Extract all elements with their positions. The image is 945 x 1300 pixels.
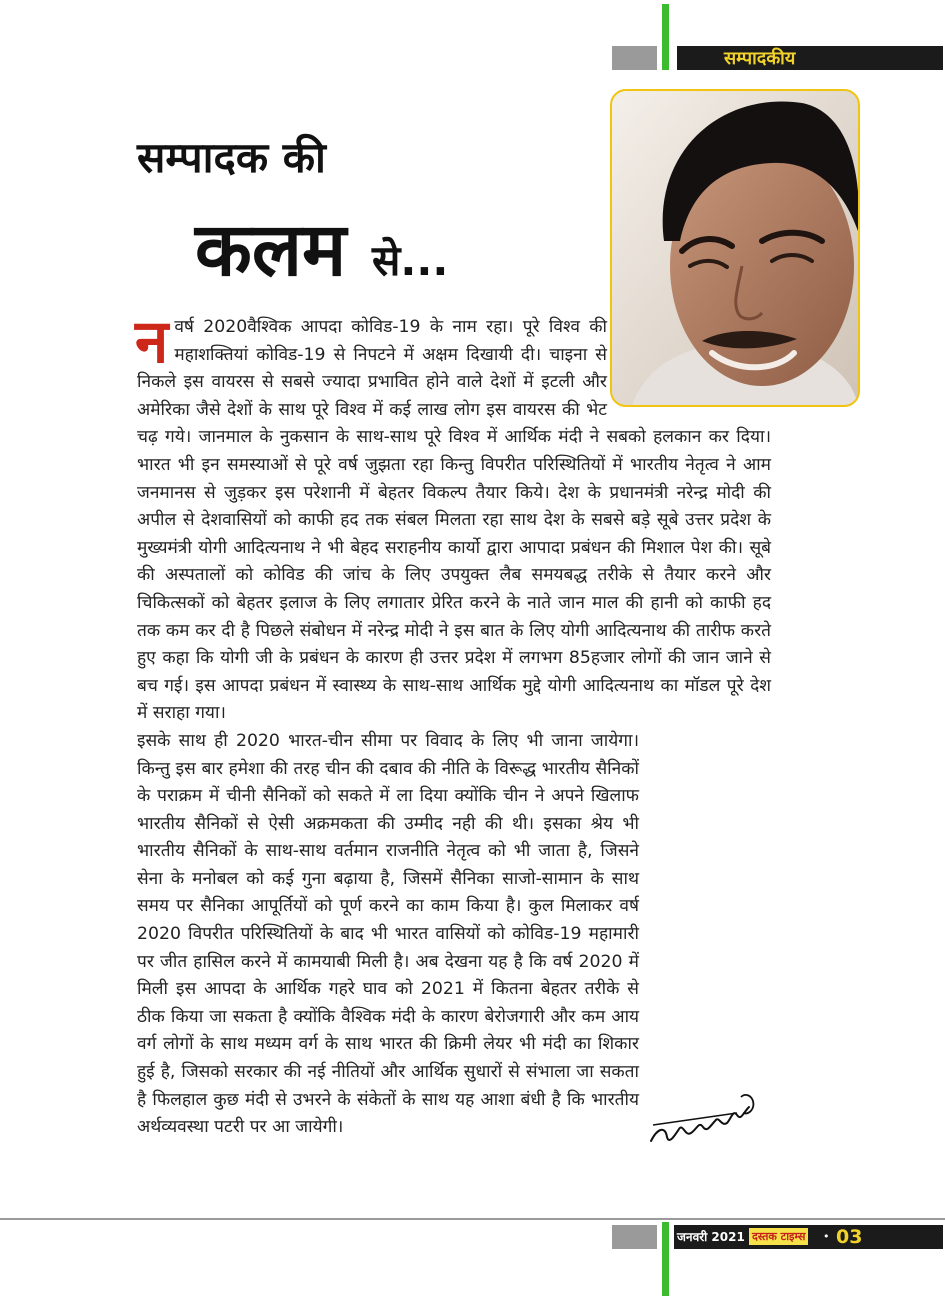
article-paragraph-2: इसके साथ ही 2020 भारत-चीन सीमा पर विवाद के लिए भी जाना जायेगा। किन्तु इस बार हमेशा की तरह चीन की दबाव की नीति के विरूद्ध भारतीय सैनिकों के पराक्रम में चीनी सैनिकों को सकते में ला दिया क्योंकि चीन ने अपने खिलाफ भारतीय सैनिकों से ऐसी अक्रमकता की उम्मीद नही की थी। इसका श्रेय भी भारतीय सैनिकों के साथ-साथ वर्तमान राजनीति नेतृत्व को भी जाता है, जिसने सेना के मनोबल को कई गुना बढ़ाया है, जिसमें सैनिका साजो-सामान के साथ समय पर सैनिका आपूर्तियों को पूर्ण करने का काम किया है। कुल मिलाकर वर्ष 2020 विपरीत परिस्थितियों के बाद भी भारत वासियों को कोविड-19 महामारी पर जीत हासिल करने में कामयाबी मिली है। अब देखना यह है कि वर्ष 2020 में मिली इस आपदा के आर्थिक गहरे घाव को 2021 में कितना बेहतर तरीके से ठीक किया जा सकता है क्योंकि वैश्विक मंदी के कारण बेरोजगारी और कम आय वर्ग लोगों के साथ मध्यम वर्ग के साथ भारत की क्रिमी लेयर भी मंदी का शिकार हुई है, जिसको सरकार की नई नीतियों और आर्थिक सुधारों से संभाला जा सकता है फिलहाल कुछ मंदी से उभरने के संकेतों के साथ यह आशा बंधी है कि भारतीय अर्थव्यवस्था पटरी पर आ जायेगी। [137, 730, 639, 1138]
photo-wrap-spacer [607, 314, 771, 399]
drop-cap: न [135, 307, 169, 377]
page-title-line1: सम्पादक की [137, 133, 326, 182]
footer-grey-block [612, 1225, 657, 1249]
editor-signature [645, 1085, 760, 1157]
page-title-line2 [195, 208, 448, 303]
footer-date: जनवरी 2021 [677, 1230, 745, 1244]
header-grey-block [612, 46, 657, 70]
section-label: सम्पादकीय [724, 48, 796, 69]
footer-separator: • [823, 1230, 830, 1243]
page-title-big-word: कलम [195, 207, 347, 293]
magazine-logo: दस्तक टाइम्स [749, 1228, 808, 1245]
signature-scribble [645, 1085, 760, 1157]
page-title-small-word: से... [372, 236, 449, 285]
page-number: 03 [836, 1226, 863, 1248]
header-green-bar [662, 4, 669, 70]
paragraph-1-text: वर्ष 2020वैश्विक आपदा कोविड-19 के नाम रहा। पूरे विश्व की महाशक्तियां कोविड-19 से निपटने में अक्षम दिखायी दी। चाइना से निकले इस वायरस से सबसे ज्यादा प्रभावित होने वाले देशों में इटली और अमेरिका जैसे देशों के साथ पूरे विश्व में कई लाख लोग इस वायरस की भेट चढ़ गये। जानमाल के नुकसान के साथ-साथ पूरे विश्व में आर्थिक मंदी ने सबको हलकान कर दिया। भारत भी इन समस्याओं से पूरे वर्ष जुझता रहा किन्तु विपरीत परिस्थितियों में भारतीय नेतृत्व ने आम जनमानस से जुड़कर इस परेशानी में बेहतर विकल्प तैयार किये। देश के प्रधानमंत्री नरेन्द्र मोदी की अपील से देशवासियों को काफी हद तक संबल मिलता रहा साथ देश के सबसे बड़े सूबे उत्तर प्रदेश के मुख्यमंत्री योगी आदित्यनाथ ने भी बेहद सराहनीय कार्यो द्वारा आपादा प्रबंधन की मिशाल पेश की। सूबे की अस्पतालों को कोविड की जांच के लिए उपयुक्त लैब समयबद्ध तरीके से तैयार करने और चिकित्सकों को बेहतर इलाज के लिए लगातार प्रेरित करने के नाते जान माल की हानी को काफी हद तक कम कर दी है पिछले संबोधन में नरेन्द्र मोदी ने इस बात के लिए योगी आदित्यनाथ की तारीफ करते हुए कहा कि योगी जी के प्रबंधन के कारण ही उत्तर प्रदेश में लगभग 85हजार लोगों की जान जाने से बच गई। इस आपदा प्रबंधन में स्वास्थ्य के साथ-साथ आर्थिक मुद्दे योगी आदित्यनाथ का मॉडल पूरे देश में सराहा गया। [137, 317, 771, 724]
header-black-band [677, 46, 943, 70]
footer-green-bar [662, 1222, 669, 1296]
article-body [135, 307, 771, 1143]
footer-rule [0, 1218, 945, 1220]
